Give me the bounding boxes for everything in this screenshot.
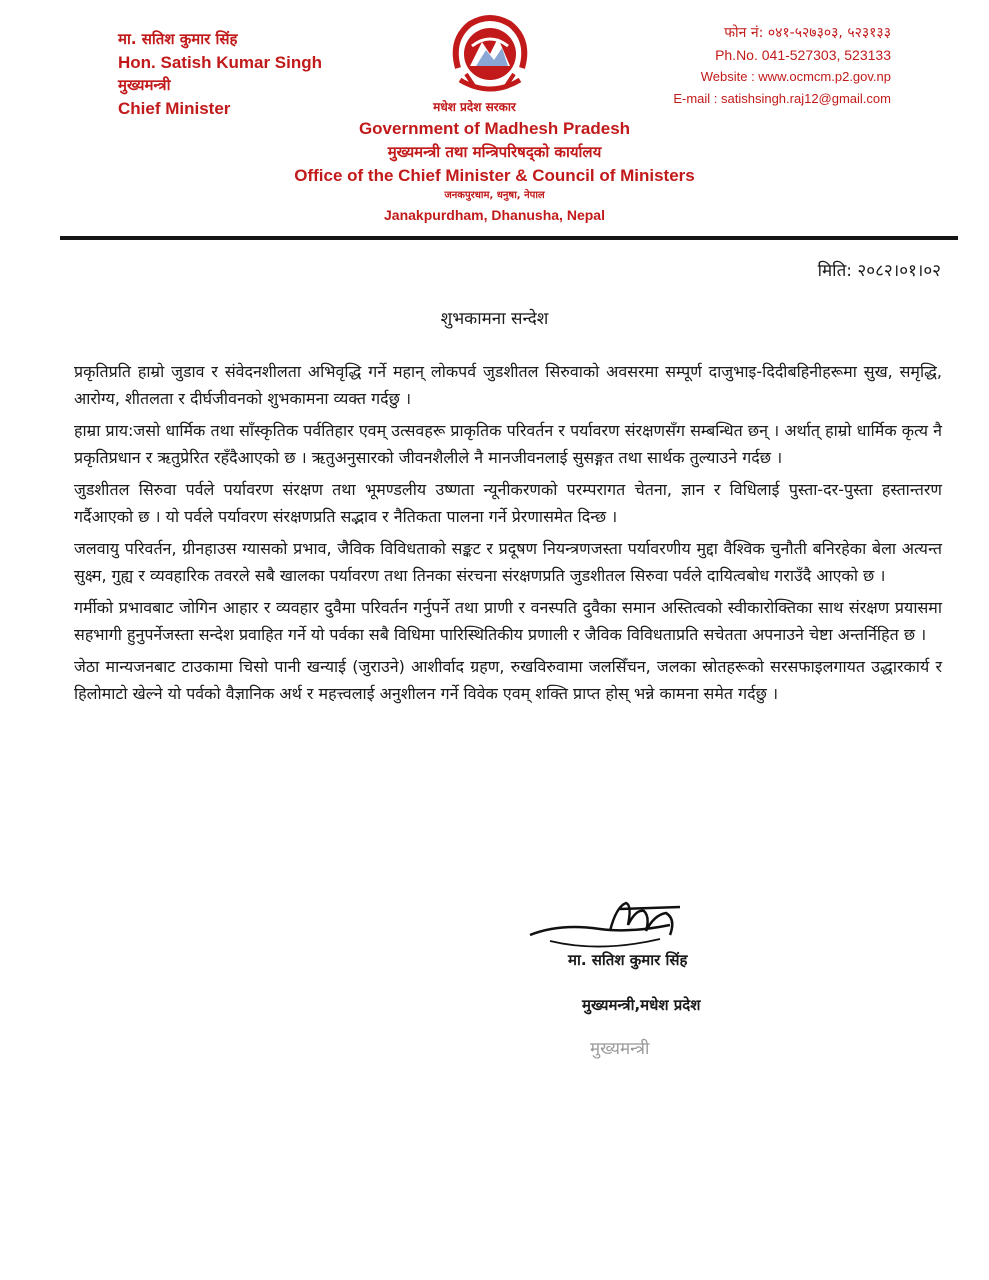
phone-en: Ph.No. 041-527303, 523133 bbox=[715, 47, 891, 63]
body-paragraph-6: जेठा मान्यजनबाट टाउकामा चिसो पानी खन्याई (जुराउने) आशीर्वाद ग्रहण, रुखविरुवामा जलसिँचन, जलका स्रोतहरूको सरसफाइलगायत उद्धारकार्य र हिलोमाटो खेल्ने यो पर्वको वैज्ञानिक अर्थ र महत्त्वलाई अनुशीलन गर्ने विवेक एवम् शक्ति प्राप्त होस् भन्ने कामना समेत गर्दछु । bbox=[74, 657, 942, 703]
government-np: मधेश प्रदेश सरकार bbox=[433, 100, 516, 114]
office-stamp: मुख्यमन्त्री bbox=[590, 1039, 650, 1059]
header-divider bbox=[60, 236, 958, 240]
body-paragraph-4: जलवायु परिवर्तन, ग्रीनहाउस ग्यासको प्रभाव, जैविक विविधताको सङ्कट र प्रदूषण नियन्त्रणजस्ता पर्यावरणीय मुद्दा वैश्विक चुनौती बनिरहेका बेला अत्यन्त सुक्ष्म, गुह्य र व्यवहारिक तवरले सबै खालका पर्यावरण तथा तिनका संरचना संरक्षणप्रति जुडशीतल सिरुवा पर्वले दायित्वबोध गराउँदै आएको छ । bbox=[74, 539, 942, 585]
handwritten-signature bbox=[520, 895, 740, 955]
minister-name-np: मा. सतिश कुमार सिंह bbox=[118, 30, 238, 48]
minister-name-en: Hon. Satish Kumar Singh bbox=[118, 53, 323, 72]
letter-body bbox=[74, 358, 942, 712]
letter-date: मिति: २०८२।०१।०२ bbox=[817, 261, 941, 281]
office-en: Office of the Chief Minister & Council of Ministers bbox=[294, 166, 695, 185]
letter-subject: शुभकामना सन्देश bbox=[440, 309, 549, 329]
minister-title-en: Chief Minister bbox=[118, 99, 231, 118]
body-paragraph-1: प्रकृतिप्रति हाम्रो जुडाव र संवेदनशीलता अभिवृद्धि गर्ने महान् लोकपर्व जुडशीतल सिरुवाको अवसरमा सम्पूर्ण दाजुभाइ-दिदीबहिनीहरूमा सुख, समृद्धि, आरोग्य, शीतलता र दीर्घजीवनको शुभकामना व्यक्त गर्दछु । bbox=[74, 362, 942, 408]
body-paragraph-2: हाम्रा प्राय:जसो धार्मिक तथा साँस्कृतिक पर्वतिहार एवम् उत्सवहरू प्राकृतिक परिवर्तन र पर्यावरण संरक्षणसँग सम्बन्धित छन् । अर्थात् हाम्रो धार्मिक कृत्य नै प्रकृतिप्रधान र ऋतुप्रेरित रहँदैआएको छ । ऋतुअनुसारको जीवनशैलीले नै मानजीवनलाई सुसङ्गत तथा सार्थक तुल्याउने गर्दछ । bbox=[74, 421, 942, 467]
city-np: जनकपुरधाम, धनुषा, नेपाल bbox=[444, 190, 545, 201]
minister-title-np: मुख्यमन्त्री bbox=[118, 76, 171, 94]
phone-np: फोन नं: ०४१-५२७३०३, ५२३१३३ bbox=[724, 25, 891, 41]
office-np: मुख्यमन्त्री तथा मन्त्रिपरिषद्को कार्यालय bbox=[387, 143, 602, 161]
signatory-title: मुख्यमन्त्री,मधेश प्रदेश bbox=[582, 996, 701, 1014]
website: Website : www.ocmcm.p2.gov.np bbox=[700, 69, 891, 84]
nepal-emblem-icon bbox=[440, 10, 540, 102]
body-paragraph-3: जुडशीतल सिरुवा पर्वले पर्यावरण संरक्षण तथा भूमण्डलीय उष्णता न्यूनीकरणको परम्परागत चेतना, ज्ञान र विधिलाई पुस्ता-दर-पुस्ता हस्तान्तरण गर्दैआएको छ । यो पर्वले पर्यावरण संरक्षणप्रति सद्भाव र नैतिकता पालना गर्ने प्रेरणासमेत दिन्छ । bbox=[74, 480, 942, 526]
letterhead-right bbox=[551, 22, 891, 110]
body-paragraph-5: गर्मीको प्रभावबाट जोगिन आहार र व्यवहार दुवैमा परिवर्तन गर्नुपर्ने तथा प्राणी र वनस्पति दुवैका समान अस्तित्वको स्वीकारोक्तिका साथ संरक्षण प्रयासमा सहभागी हुनुपर्नेजस्ता सन्देश प्रवाहित गर्ने यो पर्वका सबै विधिमा पारिस्थितिकीय प्रणाली र जैविक विविधताप्रति सचेतता अपनाउने चेष्टा अन्तर्निहित छ । bbox=[74, 598, 942, 644]
email: E-mail : satishsingh.raj12@gmail.com bbox=[673, 91, 891, 106]
city-en: Janakpurdham, Dhanusha, Nepal bbox=[384, 207, 605, 223]
office-block bbox=[0, 98, 989, 226]
government-en: Government of Madhesh Pradesh bbox=[358, 119, 631, 138]
signatory-name: मा. सतिश कुमार सिंह bbox=[568, 951, 688, 969]
